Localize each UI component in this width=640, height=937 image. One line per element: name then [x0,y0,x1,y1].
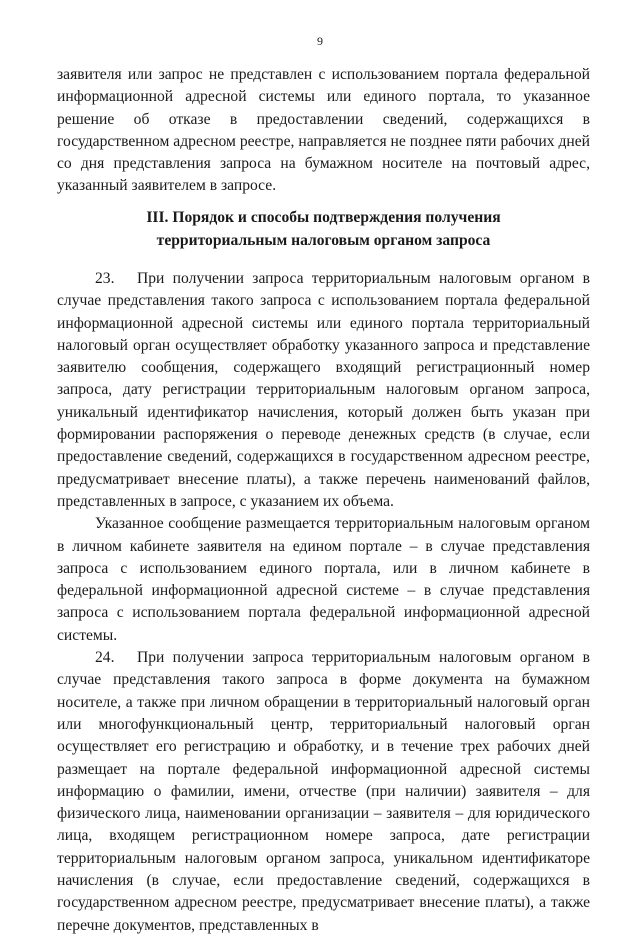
paragraph-text: При получении запроса территориальным налоговым органом в случае представления такого запроса с использованием портала федеральной информационной адресной системы или единого портала территориальный налоговый орган осуществляет обработку указанного запроса и представление заявителю сообщения, содержащего входящий регистрационный номер запроса, дату регистрации территориальным налоговым органом запроса, уникальный идентификатор начисления, который должен быть указан при формировании распоряжения о переводе денежных средств (в случае, если предоставление сведений, содержащихся в государственном адресном реестре, предусматривает внесение платы), а также перечень наименований файлов, представленных в запросе, с указанием их объема. [57,270,590,510]
section-heading-line-2: территориальным налоговым органом запроса [156,232,491,249]
paragraph-23 [57,268,590,513]
continuation-paragraph: заявителя или запрос не представлен с использованием портала федеральной информационной адресной системы или единого портала, то указанное решение об отказе в предоставлении сведений, содержащихся в государственном адресном реестре, направляется не позднее пяти рабочих дней со дня представления запроса на бумажном носителе на почтовый адрес, указанный заявителем в запросе. [57,66,590,195]
page-number: 9 [317,34,323,48]
paragraph-24 [57,647,590,937]
continuation-block [57,64,590,198]
section-heading [57,206,590,252]
section-heading-line-1: III. Порядок и способы подтверждения получения [146,209,501,226]
paragraph-text: Указанное сообщение размещается территориальным налоговым органом в личном кабинете заявителя на едином портале – в случае представления запроса с использованием единого портала, или в личном кабинете в федеральной информационной адресной системе – в случае представления запроса с использованием портала федеральной информационной адресной системы. [57,515,590,644]
paragraph-23-continued [57,513,590,647]
paragraph-number: 23. [95,270,115,287]
section-body [57,268,590,937]
paragraph-text: При получении запроса территориальным налоговым органом в случае представления такого запроса в форме документа на бумажном носителе, а также при личном обращении в территориальный налоговый орган или многофункциональный центр, территориальный налоговый орган осуществляет его регистрацию и обработку, и в течение трех рабочих дней размещает на портале федеральной информационной адресной системы информацию о фамилии, имени, отчестве (при наличии) заявителя – для физического лица, наименовании организации – заявителя – для юридического лица, входящем регистрационном номере запроса, дате регистрации территориальным налоговым органом запроса, уникальном идентификаторе начисления (в случае, если предоставление сведений, содержащихся в государственном адресном реестре, предусматривает внесение платы), а также перечне документов, представленных в [57,649,590,934]
paragraph-number: 24. [95,649,115,667]
